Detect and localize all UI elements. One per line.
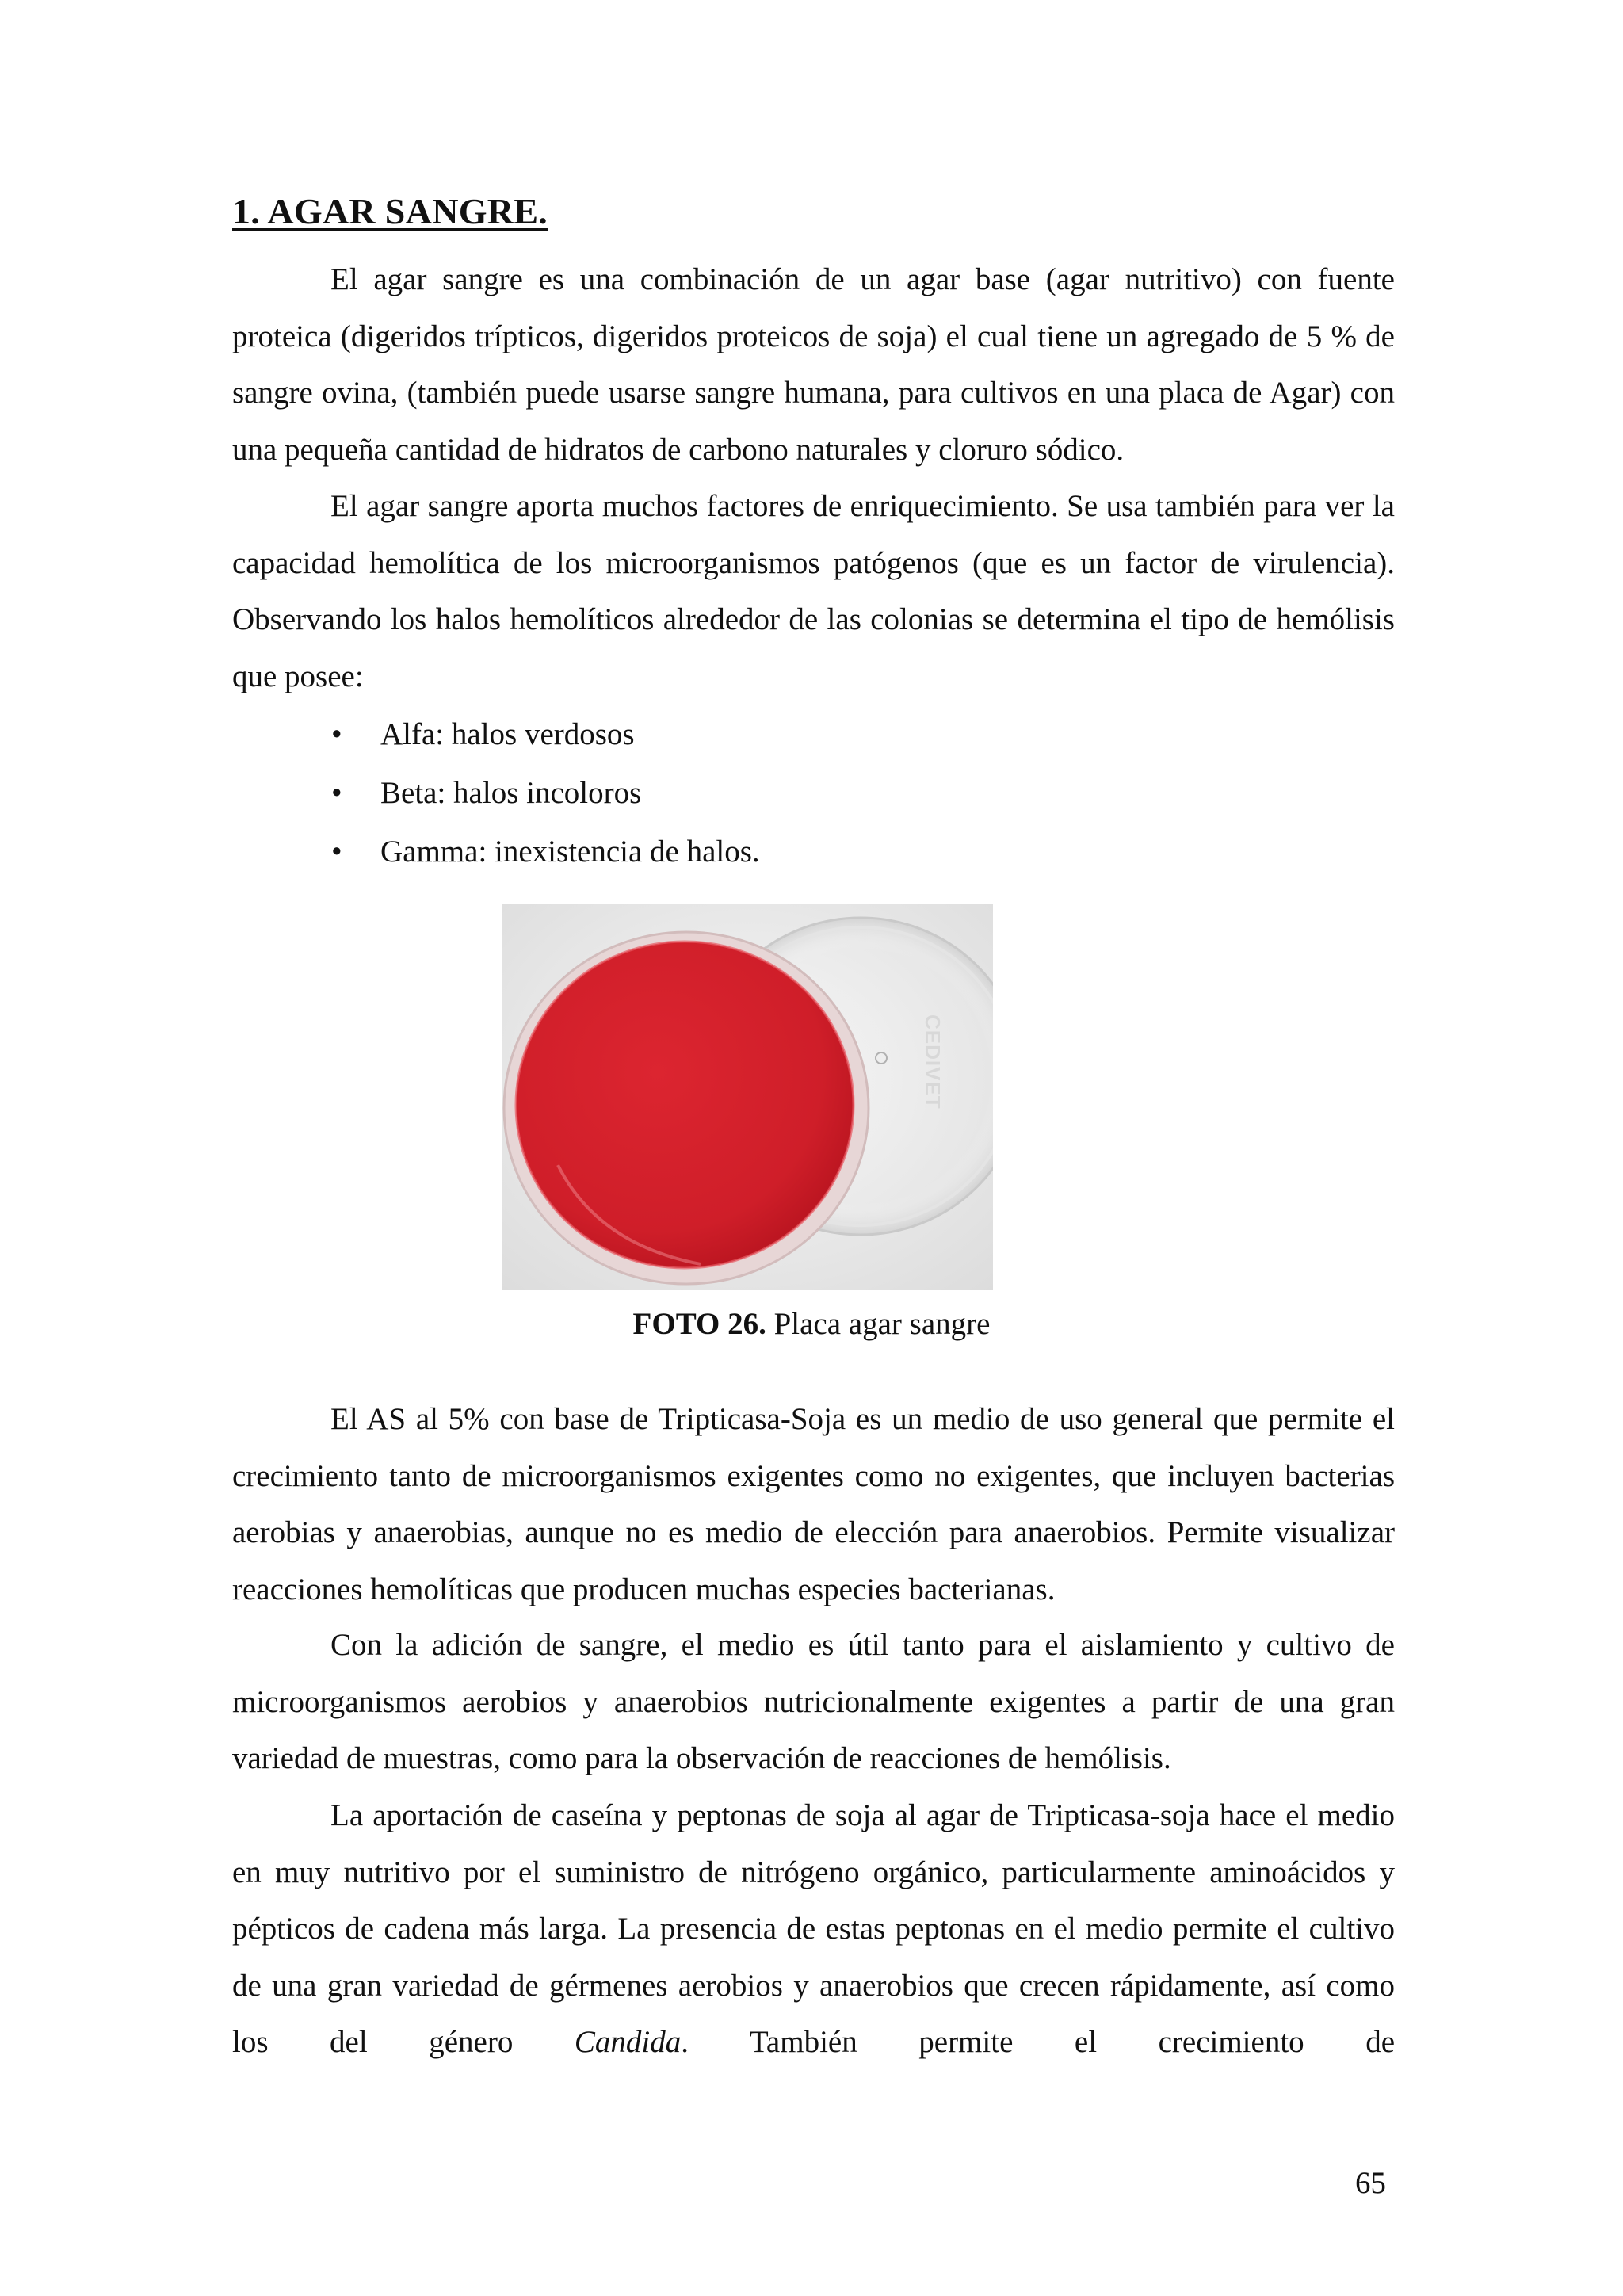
- list-item: • Beta: halos incoloros: [331, 764, 760, 823]
- photo-caption: [0, 1306, 1623, 1342]
- page-number: 65: [1355, 2166, 1386, 2200]
- hemolysis-types-list: [331, 705, 760, 881]
- bullet-icon: •: [331, 835, 342, 869]
- paragraph-hemolysis-intro: El agar sangre aporta muchos factores de enriquecimiento. Se usa también para ver la capacidad hemolítica de los microorganismos patógenos (que es un factor de virulencia). Observando los halos hemolíticos alrededor de las colonias se determina el tipo de hemólisis que posee:: [232, 489, 1395, 693]
- caption-text: Placa agar sangre: [766, 1307, 991, 1341]
- list-item: • Gamma: inexistencia de halos.: [331, 823, 760, 881]
- caption-label: FOTO 26.: [632, 1307, 766, 1341]
- paragraph-agar-definition: El agar sangre es una combinación de un agar base (agar nutritivo) con fuente proteica (digeridos trípticos, digeridos proteicos de soja) el cual tiene un agregado de 5 % de sangre ovina, (también puede usarse sangre humana, para cultivos en una placa de Agar) con una pequeña cantidad de hidratos de carbono naturales y cloruro sódico.: [232, 262, 1395, 467]
- paragraph-as-medium: El AS al 5% con base de Tripticasa-Soja es un medio de uso general que permite el crecimiento tanto de microorganismos exigentes como no exigentes, que incluyen bacterias aerobias y anaerobias, aunque no es medio de elección para anaerobios. Permite visualizar reacciones hemolíticas que producen muchas especies bacterianas.: [232, 1402, 1395, 1606]
- list-item: • Alfa: halos verdosos: [331, 705, 760, 764]
- bullet-icon: •: [331, 717, 342, 751]
- blood-agar-plate-photo: [502, 904, 993, 1290]
- genus-candida: Candida: [574, 2025, 682, 2059]
- paragraph-casein-peptones: La aportación de caseína y peptonas de soja al agar de Tripticasa-soja hace el medio en muy nutritivo por el suministro de nitrógeno orgánico, particularmente aminoácidos y pépticos de cadena más larga. La presencia de estas peptonas en el medio permite el cultivo de una gran variedad de gérmenes aerobios y anaerobios que crecen rápidamente, así como los del género Candida. También permite el crecimiento de: [232, 1798, 1396, 2059]
- paragraph-blood-addition: Con la adición de sangre, el medio es útil tanto para el aislamiento y cultivo de microorganismos aerobios y anaerobios nutricionalmente exigentes a partir de una gran variedad de muestras, como para la observación de reacciones de hemólisis.: [232, 1628, 1395, 1775]
- bullet-icon: •: [331, 776, 342, 810]
- lid-brand-text: CEDIVET: [921, 1014, 945, 1110]
- section-heading: 1. AGAR SANGRE.: [232, 191, 548, 231]
